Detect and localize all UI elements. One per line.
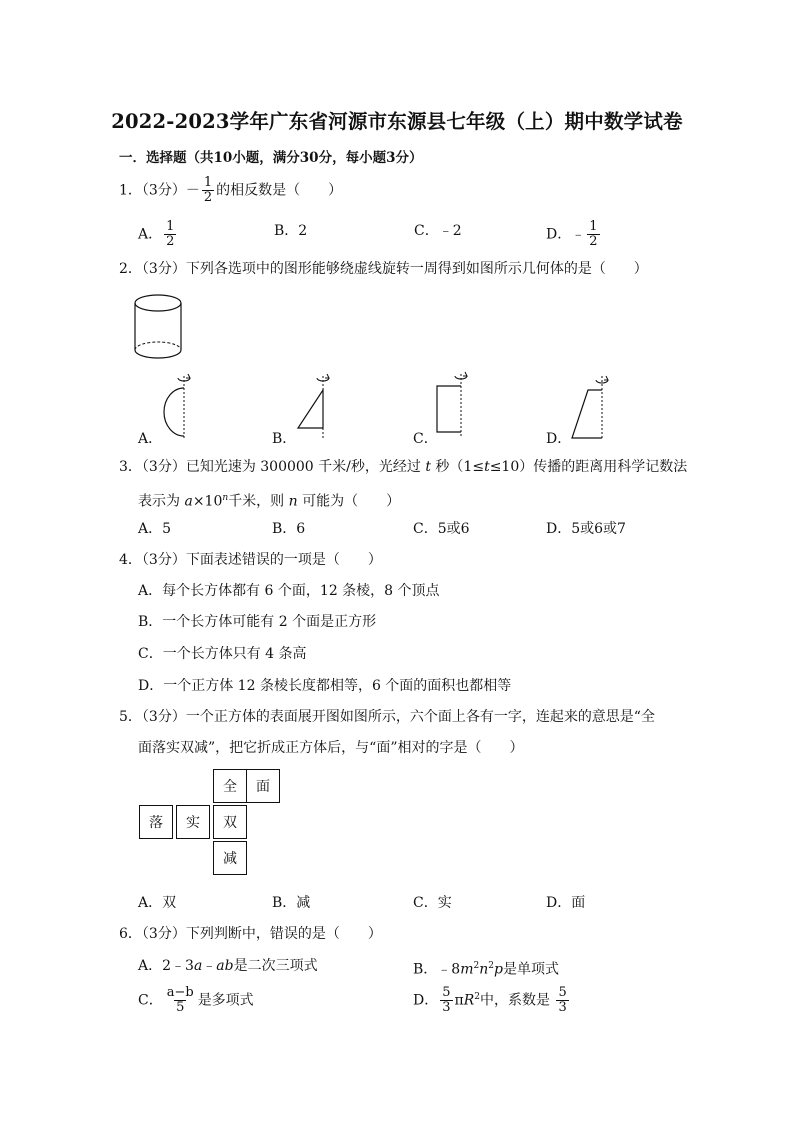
q6-d-num-2: 5 bbox=[558, 985, 567, 1000]
q1-frac-den: 2 bbox=[203, 190, 213, 205]
q1-fraction bbox=[202, 176, 214, 205]
q5-option-a: A．双 bbox=[138, 895, 177, 911]
q6-b-var-m: m bbox=[460, 961, 474, 978]
q1-a-fraction bbox=[164, 220, 176, 249]
net-cell-shuang: 双 bbox=[213, 805, 247, 839]
q6-option-b bbox=[413, 957, 559, 979]
q1-d-fraction bbox=[587, 220, 599, 249]
q3-text-g: 可能为（ ） bbox=[297, 493, 401, 510]
q6-b-var-p: p bbox=[493, 961, 503, 978]
cylinder-figure bbox=[132, 292, 184, 362]
q6-a-text-2: ﹣ bbox=[202, 958, 217, 974]
q3-sup-n: n bbox=[222, 493, 229, 503]
q2-figure-a bbox=[158, 368, 198, 440]
q6-c-den: 5 bbox=[176, 1000, 185, 1015]
net-cell-quan: 全 bbox=[213, 769, 247, 803]
q3-var-t: t bbox=[425, 459, 431, 475]
q3-option-b: B．6 bbox=[272, 521, 306, 537]
q2-figure-b bbox=[294, 368, 334, 440]
question-5-line-2: 面落实双减”，把它折成正方体后，与“面”相对的字是（ ） bbox=[138, 740, 524, 756]
net-cell-shi: 实 bbox=[176, 805, 210, 839]
q3-option-d: D．5或6或7 bbox=[546, 521, 626, 537]
q6-c-fraction bbox=[165, 986, 196, 1015]
q2-option-d: D． bbox=[546, 431, 572, 447]
q3-var-n: n bbox=[288, 493, 298, 510]
q1-stem-suffix: 的相反数是（ ） bbox=[216, 182, 343, 199]
net-cell-mian: 面 bbox=[246, 769, 280, 803]
q6-b-sup-2: 2 bbox=[488, 961, 494, 971]
question-6: 6．（3分）下列判断中，错误的是（ ） bbox=[119, 926, 382, 942]
q3-text-d: 表示为 bbox=[138, 493, 185, 510]
q3-option-c: C．5或6 bbox=[413, 521, 470, 537]
q4-option-d: D．一个正方体 12 条棱长度都相等，6 个面的面积也都相等 bbox=[138, 678, 512, 694]
q6-option-c bbox=[138, 986, 254, 1015]
q1-a-num: 1 bbox=[166, 219, 175, 234]
q6-a-text-1: A．2﹣3 bbox=[138, 958, 194, 974]
q6-d-label: D． bbox=[413, 992, 439, 1009]
q2-option-c: C． bbox=[413, 431, 438, 447]
q6-d-text: 中，系数是 bbox=[480, 992, 555, 1009]
q5-option-b: B．减 bbox=[272, 895, 311, 911]
q1-d-den: 2 bbox=[589, 234, 598, 249]
q6-d-var-r: R bbox=[463, 992, 475, 1009]
q1-d-num: 1 bbox=[589, 219, 598, 234]
q3-option-a: A．5 bbox=[138, 521, 172, 537]
q1-option-d bbox=[546, 220, 602, 249]
q5-option-c: C．实 bbox=[413, 895, 452, 911]
q3-text-a: 3．（3分）已知光速为 300000 千米/秒，光经过 bbox=[119, 459, 426, 475]
question-1 bbox=[119, 176, 342, 205]
q1-option-c: C．﹣2 bbox=[414, 223, 462, 239]
q6-option-a bbox=[138, 957, 318, 975]
question-3-line-1 bbox=[119, 458, 687, 476]
question-4: 4．（3分）下面表述错误的一项是（ ） bbox=[119, 552, 382, 568]
q6-a-var-ab: ab bbox=[216, 958, 234, 974]
question-3-line-2 bbox=[138, 489, 400, 511]
q3-var-t2: t bbox=[484, 459, 490, 475]
q1-a-den: 2 bbox=[166, 234, 175, 249]
net-cell-jian: 减 bbox=[213, 841, 247, 875]
q4-option-c: C．一个长方体只有 4 条高 bbox=[138, 646, 307, 662]
q6-a-var-a: a bbox=[193, 958, 203, 974]
q3-text-b: 秒（1≤ bbox=[430, 459, 485, 475]
q6-d-pi: π bbox=[454, 992, 464, 1009]
q3-text-f: 千米，则 bbox=[228, 493, 289, 510]
q6-b-text-1: B．﹣8 bbox=[413, 961, 461, 978]
section-heading: 一．选择题（共10小题，满分30分，每小题3分） bbox=[119, 150, 423, 166]
q6-a-text-3: 是二次三项式 bbox=[233, 958, 318, 974]
q6-d-fraction-2 bbox=[556, 986, 568, 1015]
q6-d-num-1: 5 bbox=[442, 985, 451, 1000]
q1-option-b: B．2 bbox=[274, 223, 308, 239]
q1-option-a bbox=[138, 220, 178, 249]
q6-c-num: a−b bbox=[166, 985, 194, 1000]
q3-text-e: ×10 bbox=[192, 493, 223, 510]
q4-option-b: B．一个长方体可能有 2 个面是正方形 bbox=[138, 614, 377, 630]
q6-b-text-2: 是单项式 bbox=[502, 961, 559, 978]
q1-frac-num: 1 bbox=[203, 175, 213, 190]
q1-d-label: D．﹣ bbox=[546, 226, 586, 243]
q6-d-fraction-1 bbox=[440, 986, 452, 1015]
q5-option-d: D．面 bbox=[546, 895, 586, 911]
q6-b-var-n: n bbox=[479, 961, 489, 978]
question-2: 2．（3分）下列各选项中的图形能够绕虚线旋转一周得到如图所示几何体的是（ ） bbox=[119, 261, 648, 277]
q1-a-label: A． bbox=[138, 226, 163, 243]
question-5-line-1: 5．（3分）一个正方体的表面展开图如图所示，六个面上各有一字，连起来的意思是“全 bbox=[119, 709, 655, 725]
net-cell-luo: 落 bbox=[139, 805, 173, 839]
q6-c-text: 是多项式 bbox=[197, 992, 254, 1009]
q3-text-c: ≤10）传播的距离用科学记数法 bbox=[489, 459, 688, 475]
q2-option-b: B． bbox=[272, 431, 297, 447]
q2-option-a: A． bbox=[138, 431, 163, 447]
q6-c-label: C． bbox=[138, 992, 163, 1009]
q6-d-den-1: 3 bbox=[442, 1000, 451, 1015]
q2-figure-c bbox=[432, 368, 472, 440]
q4-option-a: A．每个长方体都有 6 个面，12 条棱，8 个顶点 bbox=[138, 583, 440, 599]
page-title: 2022-2023学年广东省河源市东源县七年级（上）期中数学试卷 bbox=[111, 110, 683, 133]
q2-figure-d bbox=[566, 368, 612, 440]
q3-var-a: a bbox=[184, 493, 193, 510]
q6-option-d bbox=[413, 986, 571, 1015]
q6-d-sup: 2 bbox=[474, 991, 480, 1002]
q1-stem-prefix: 1．（3分）－ bbox=[119, 182, 200, 199]
q6-d-den-2: 3 bbox=[558, 1000, 567, 1015]
q6-b-sup-1: 2 bbox=[473, 961, 480, 971]
